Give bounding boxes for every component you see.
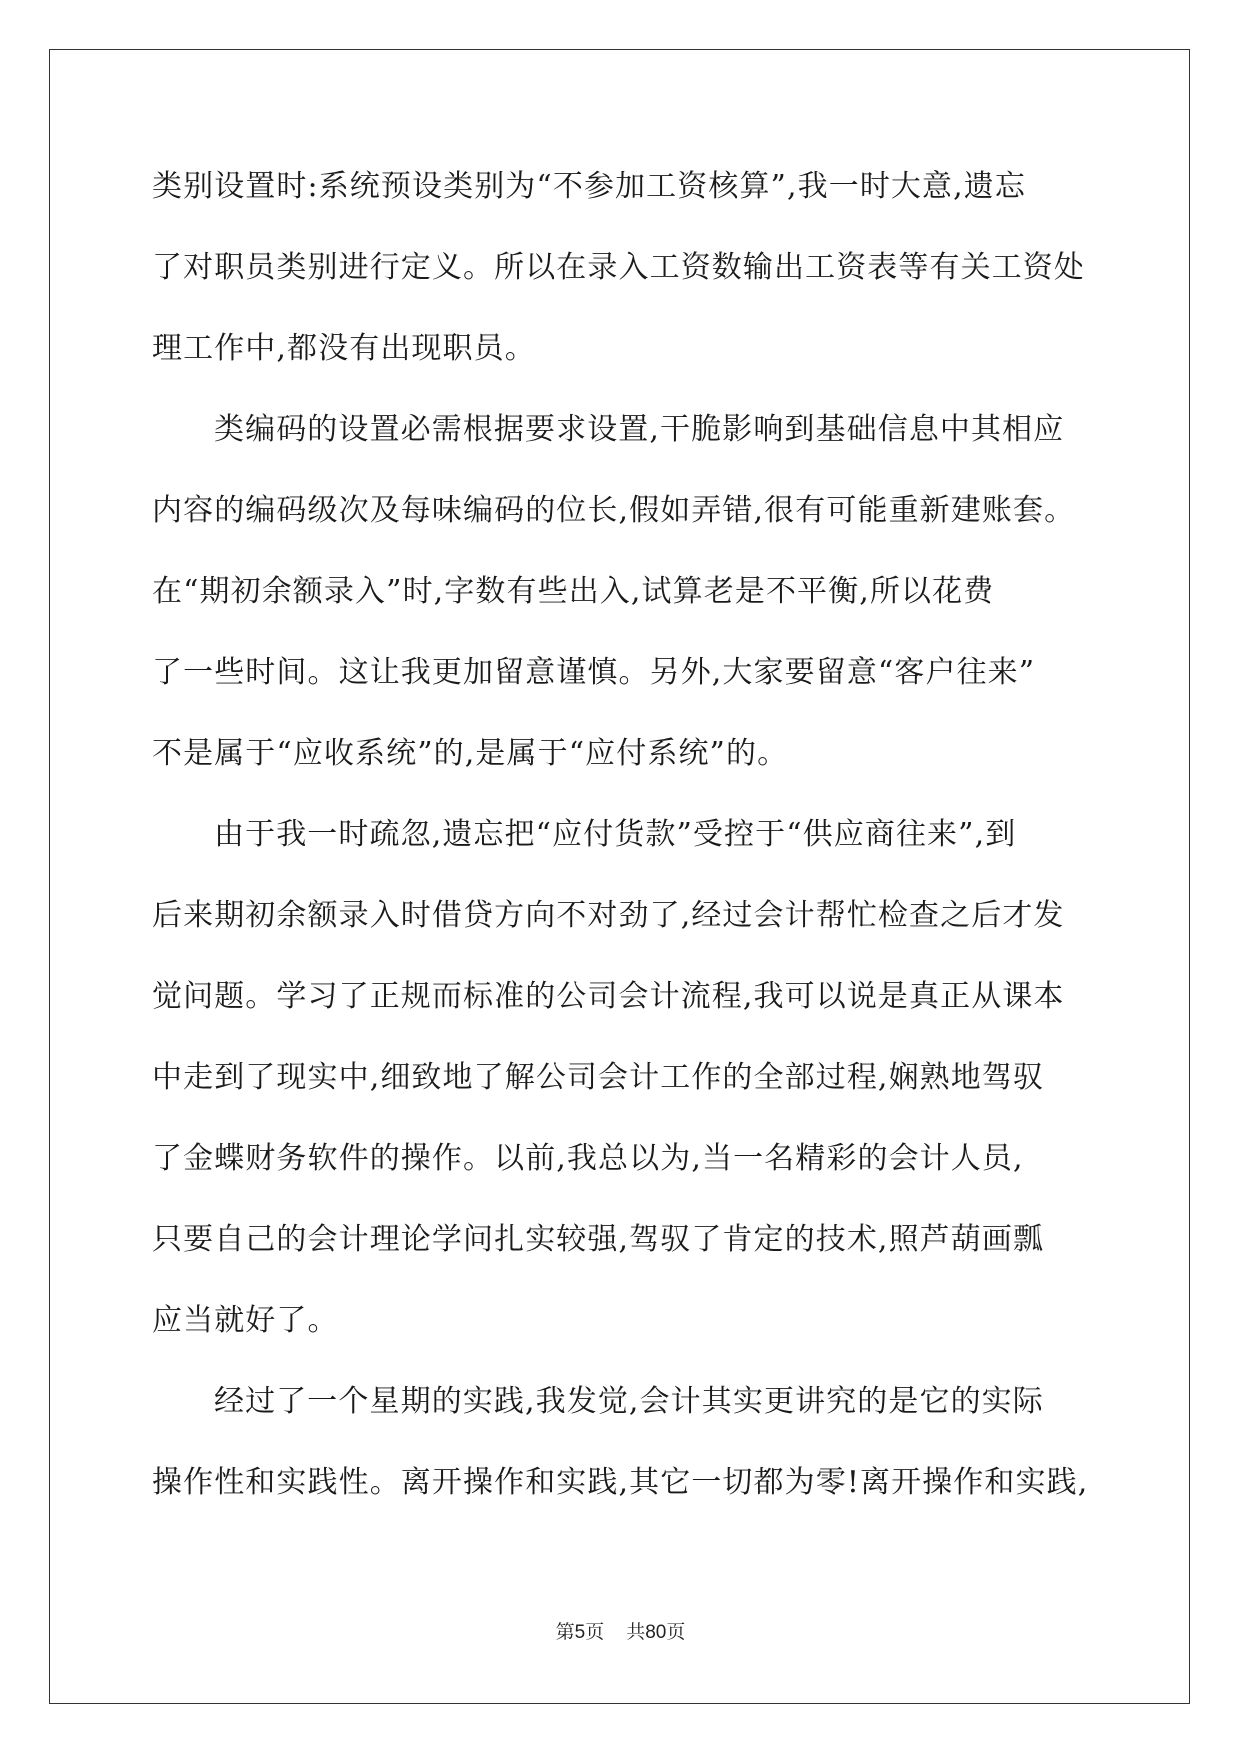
footer-total-prefix: 共 — [626, 1622, 646, 1643]
text-line: 后来期初余额录入时借贷方向不对劲了,经过会计帮忙检查之后才发 — [152, 898, 1065, 933]
text-line: 类编码的设置必需根据要求设置,干脆影响到基础信息中其相应 — [214, 412, 1065, 447]
footer-page-number: 5 — [574, 1622, 586, 1643]
text-line: 在“期初余额录入”时,字数有些出入,试算老是不平衡,所以花费 — [152, 574, 995, 609]
text-line: 不是属于“应收系统”的,是属于“应付系统”的。 — [152, 736, 789, 771]
footer-total-pages: 80 — [645, 1622, 667, 1643]
text-line: 应当就好了。 — [152, 1303, 339, 1338]
text-line: 了一些时间。这让我更加留意谨慎。另外,大家要留意“客户往来” — [152, 655, 1036, 690]
footer-page-prefix: 第 — [555, 1622, 575, 1643]
text-line: 了金蝶财务软件的操作。以前,我总以为,当一名精彩的会计人员, — [152, 1141, 1024, 1176]
text-line: 中走到了现实中,细致地了解公司会计工作的全部过程,娴熟地驾驭 — [152, 1060, 1045, 1095]
footer-total-suffix: 页 — [666, 1622, 686, 1643]
footer-page-suffix: 页 — [585, 1622, 605, 1643]
text-line: 经过了一个星期的实践,我发觉,会计其实更讲究的是它的实际 — [214, 1384, 1044, 1419]
document-body — [152, 160, 1092, 1537]
text-line: 理工作中,都没有出现职员。 — [152, 331, 536, 366]
text-line: 了对职员类别进行定义。所以在录入工资数输出工资表等有关工资处 — [152, 250, 1085, 285]
text-line: 操作性和实践性。离开操作和实践,其它一切都为零!离开操作和实践, — [152, 1465, 1089, 1500]
text-line: 由于我一时疏忽,遗忘把“应付货款”受控于“供应商往来”,到 — [214, 817, 1017, 852]
text-line: 只要自己的会计理论学问扎实较强,驾驭了肯定的技术,照芦葫画瓢 — [152, 1222, 1045, 1257]
page-footer — [0, 1617, 1241, 1644]
text-line: 内容的编码级次及每味编码的位长,假如弄错,很有可能重新建账套。 — [152, 493, 1076, 528]
text-line: 类别设置时:系统预设类别为“不参加工资核算”,我一时大意,遗忘 — [152, 169, 1026, 204]
text-line: 觉问题。学习了正规而标准的公司会计流程,我可以说是真正从课本 — [152, 979, 1065, 1014]
